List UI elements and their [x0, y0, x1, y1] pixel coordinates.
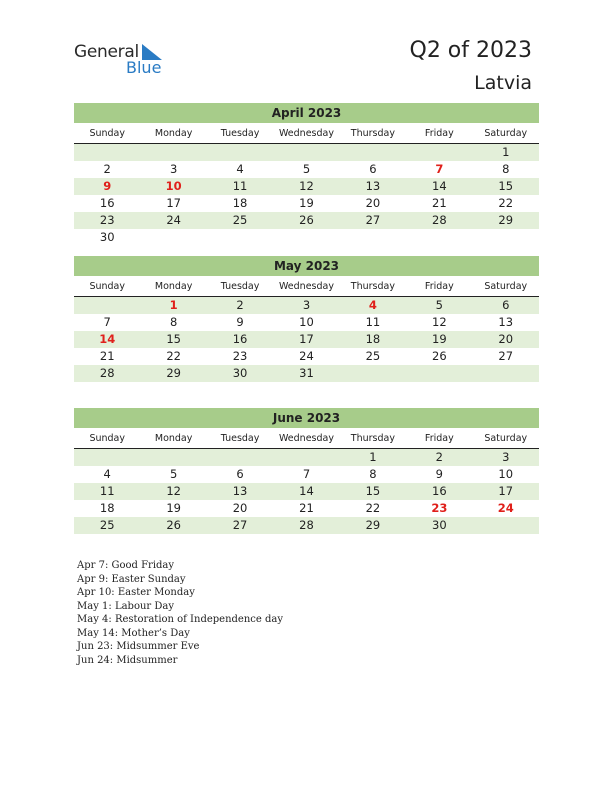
weekday-label: Wednesday: [278, 281, 334, 292]
day-cell: 7: [302, 467, 311, 481]
day-cell: 1: [502, 145, 510, 159]
weekday-row: [74, 127, 539, 144]
day-cell: 6: [236, 467, 244, 481]
day-cell: 20: [232, 501, 248, 515]
day-cell: 29: [365, 518, 381, 532]
day-cell: 7: [435, 162, 444, 176]
day-cell: 24: [166, 213, 181, 227]
day-cell: 21: [299, 501, 314, 515]
month-april: [74, 103, 539, 246]
day-cell: 19: [166, 501, 181, 515]
day-cell: 12: [432, 315, 447, 329]
weekday-label: Wednesday: [278, 433, 334, 444]
day-cell: 4: [103, 467, 111, 481]
day-cell: 14: [432, 179, 447, 193]
empty-cell: [340, 365, 406, 382]
empty-cell: [473, 229, 539, 246]
month-header: June 2023: [74, 408, 539, 428]
day-cell: 5: [169, 467, 178, 481]
week-row: [74, 229, 539, 246]
day-cell: 14: [299, 484, 314, 498]
empty-cell: [74, 449, 140, 466]
day-cell: 24: [497, 501, 514, 515]
weekday-label: Saturday: [484, 128, 528, 139]
weekday-row: [74, 280, 539, 297]
holiday-note: May 4: Restoration of Independence day: [77, 614, 283, 625]
day-cell: 2: [103, 162, 111, 176]
weekday-label: Saturday: [484, 281, 528, 292]
empty-cell: [207, 449, 273, 466]
day-cell: 9: [103, 179, 112, 193]
day-cell: 2: [435, 450, 443, 464]
day-cell: 25: [365, 349, 381, 363]
empty-cell: [140, 229, 206, 246]
day-cell: 22: [365, 501, 381, 515]
weekday-label: Friday: [424, 433, 454, 444]
empty-cell: [74, 297, 140, 314]
day-cell: 14: [99, 332, 116, 346]
week-row: [74, 500, 539, 517]
brand-word-general: General: [74, 42, 139, 62]
weekday-label: Friday: [424, 128, 454, 139]
day-cell: 30: [99, 230, 115, 244]
empty-cell: [340, 229, 406, 246]
empty-cell: [140, 449, 206, 466]
day-cell: 11: [99, 484, 115, 498]
week-row: [74, 483, 539, 500]
week-row: [74, 212, 539, 229]
holiday-note: Apr 9: Easter Sunday: [77, 573, 186, 585]
empty-cell: [140, 144, 206, 161]
month-may: [74, 256, 539, 382]
brand-word-blue: Blue: [126, 58, 162, 77]
weekday-label: Thursday: [350, 128, 395, 139]
day-cell: 18: [232, 196, 248, 210]
empty-cell: [273, 229, 339, 246]
day-cell: 6: [502, 298, 510, 312]
day-cell: 31: [299, 366, 314, 380]
day-cell: 21: [432, 196, 447, 210]
day-cell: 27: [498, 349, 514, 363]
day-cell: 15: [365, 484, 381, 498]
day-cell: 16: [232, 332, 248, 346]
empty-cell: [273, 144, 339, 161]
empty-cell: [473, 517, 539, 534]
day-cell: 19: [432, 332, 447, 346]
empty-cell: [207, 229, 273, 246]
day-cell: 26: [432, 349, 447, 363]
holiday-note: Jun 23: Midsummer Eve: [77, 641, 200, 652]
day-cell: 28: [99, 366, 115, 380]
holiday-note: Apr 7: Good Friday: [77, 560, 175, 571]
day-cell: 30: [232, 366, 248, 380]
weekday-label: Monday: [154, 281, 193, 292]
weekday-label: Thursday: [350, 281, 395, 292]
empty-cell: [74, 144, 140, 161]
weekday-row: [74, 432, 539, 449]
day-cell: 21: [99, 349, 115, 363]
day-cell: 17: [498, 484, 514, 498]
day-cell: 26: [299, 213, 314, 227]
day-cell: 15: [166, 332, 181, 346]
day-cell: 8: [502, 162, 510, 176]
week-row: [74, 195, 539, 212]
day-cell: 16: [432, 484, 447, 498]
day-cell: 15: [498, 179, 514, 193]
week-row: [74, 314, 539, 331]
day-cell: 17: [299, 332, 314, 346]
day-cell: 20: [498, 332, 514, 346]
brand-logo: [74, 42, 174, 78]
weekday-label: Monday: [154, 433, 193, 444]
holiday-note: May 14: Mother’s Day: [77, 627, 190, 639]
day-cell: 18: [99, 501, 115, 515]
day-cell: 20: [365, 196, 381, 210]
day-cell: 18: [365, 332, 381, 346]
day-cell: 12: [166, 484, 181, 498]
empty-cell: [406, 144, 472, 161]
day-cell: 11: [232, 179, 248, 193]
day-cell: 3: [169, 162, 178, 176]
day-cell: 13: [365, 179, 381, 193]
day-cell: 24: [299, 349, 314, 363]
day-cell: 13: [232, 484, 248, 498]
day-cell: 3: [302, 298, 311, 312]
day-cell: 27: [232, 518, 248, 532]
week-row: [74, 161, 539, 178]
empty-cell: [406, 365, 472, 382]
week-row: [74, 348, 539, 365]
day-cell: 27: [365, 213, 381, 227]
weekday-label: Tuesday: [220, 433, 260, 444]
holiday-note: May 1: Labour Day: [77, 600, 174, 612]
empty-cell: [207, 144, 273, 161]
day-cell: 6: [369, 162, 377, 176]
day-cell: 22: [166, 349, 181, 363]
day-cell: 5: [302, 162, 311, 176]
day-cell: 29: [166, 366, 181, 380]
day-cell: 16: [99, 196, 115, 210]
day-cell: 10: [299, 315, 314, 329]
weekday-label: Thursday: [350, 433, 395, 444]
week-row: [74, 144, 539, 161]
day-cell: 29: [498, 213, 514, 227]
day-cell: 13: [498, 315, 514, 329]
day-cell: 4: [368, 298, 377, 312]
day-cell: 10: [498, 467, 514, 481]
day-cell: 1: [169, 298, 178, 312]
day-cell: 8: [169, 315, 178, 329]
weekday-label: Monday: [154, 128, 193, 139]
weekday-label: Sunday: [89, 281, 125, 292]
day-cell: 9: [435, 467, 443, 481]
day-cell: 8: [369, 467, 377, 481]
day-cell: 25: [99, 518, 115, 532]
weekday-label: Tuesday: [220, 281, 260, 292]
weekday-label: Saturday: [484, 433, 528, 444]
day-cell: 2: [236, 298, 244, 312]
month-june: [74, 408, 539, 534]
day-cell: 7: [103, 315, 111, 329]
day-cell: 23: [431, 501, 448, 515]
empty-cell: [340, 144, 406, 161]
month-header: May 2023: [74, 256, 539, 276]
country-name: Latvia: [474, 72, 532, 94]
day-cell: 4: [236, 162, 244, 176]
empty-cell: [406, 229, 472, 246]
weekday-label: Sunday: [89, 433, 125, 444]
day-cell: 28: [432, 213, 447, 227]
weekday-label: Friday: [424, 281, 454, 292]
quarter-title: Q2 of 2023: [409, 38, 532, 63]
weekday-label: Wednesday: [278, 128, 334, 139]
day-cell: 22: [498, 196, 514, 210]
day-cell: 3: [502, 450, 510, 464]
week-row: [74, 297, 539, 314]
week-row: [74, 517, 539, 534]
day-cell: 23: [99, 213, 115, 227]
holiday-list: [77, 559, 283, 667]
day-cell: 26: [166, 518, 181, 532]
week-row: [74, 365, 539, 382]
weekday-label: Tuesday: [220, 128, 260, 139]
day-cell: 10: [165, 179, 182, 193]
day-cell: 19: [299, 196, 314, 210]
day-cell: 28: [299, 518, 314, 532]
day-cell: 23: [232, 349, 248, 363]
day-cell: 30: [432, 518, 447, 532]
week-row: [74, 449, 539, 466]
holiday-note: Apr 10: Easter Monday: [77, 587, 195, 598]
holiday-note: Jun 24: Midsummer: [77, 654, 178, 666]
empty-cell: [473, 365, 539, 382]
day-cell: 25: [232, 213, 248, 227]
day-cell: 5: [435, 298, 443, 312]
week-row: [74, 331, 539, 348]
day-cell: 11: [365, 315, 381, 329]
week-row: [74, 178, 539, 195]
day-cell: 17: [166, 196, 181, 210]
month-header: April 2023: [74, 103, 539, 123]
day-cell: 1: [369, 450, 377, 464]
week-row: [74, 466, 539, 483]
day-cell: 12: [299, 179, 314, 193]
day-cell: 9: [236, 315, 244, 329]
weekday-label: Sunday: [89, 128, 125, 139]
empty-cell: [273, 449, 339, 466]
